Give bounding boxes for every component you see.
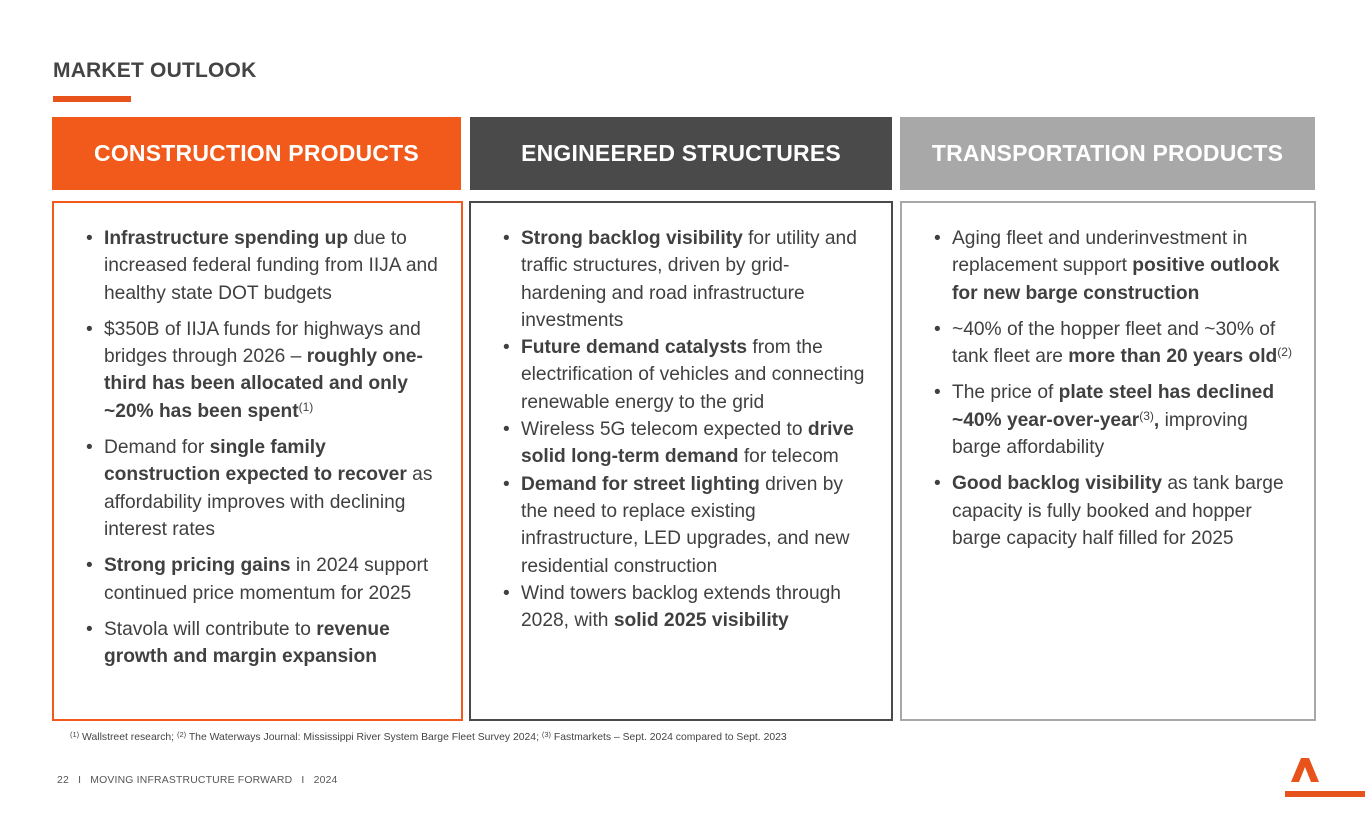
transportation-products-panel [900, 201, 1316, 721]
transportation-bullet-list [902, 203, 1314, 552]
footer-tagline: MOVING INFRASTRUCTURE FORWARD [90, 775, 293, 786]
transportation-products-header: TRANSPORTATION PRODUCTS [900, 117, 1315, 190]
footer-year: 2024 [313, 775, 338, 786]
list-item: • Infrastructure spending up due to increased federal funding from IIJA and healthy state DOT budgets [54, 225, 443, 307]
title-underline [53, 96, 131, 102]
construction-products-header: CONSTRUCTION PRODUCTS [52, 117, 461, 190]
footnote: $^{(1)}$ Wallstreet research; $^{(2)}$ The Waterways Journal: Mississippi River System Barge Fleet Survey 2024; $^{(3)}$ Fastmarkets – Sept. 2024 compared to Sept. 2023 [70, 730, 787, 743]
list-item: • Good backlog visibility as tank barge capacity is fully booked and hopper barge capacity half filled for 2025 [902, 470, 1296, 552]
construction-products-panel [52, 201, 463, 721]
list-item: • Aging fleet and underinvestment in replacement support positive outlook for new barge construction [902, 225, 1296, 307]
list-item: • Strong pricing gains in 2024 support continued price momentum for 2025 [54, 552, 443, 607]
page-footer [57, 775, 344, 786]
engineered-bullet-list [471, 203, 891, 634]
page-title: MARKET OUTLOOK [53, 59, 257, 82]
list-item: • Stavola will contribute to revenue growth and margin expansion [54, 616, 443, 671]
list-item: • Wind towers backlog extends through 2028, with solid 2025 visibility [471, 580, 873, 635]
list-item: • Demand for street lighting driven by the need to replace existing infrastructure, LED upgrades, and new residential construction [471, 471, 873, 580]
list-item: • Demand for single family construction expected to recover as affordability improves with declining interest rates [54, 434, 443, 543]
list-item: • Wireless 5G telecom expected to drive solid long-term demand for telecom [471, 416, 873, 471]
list-item: • $350B of IIJA funds for highways and bridges through 2026 – roughly one-third has been allocated and only ~20% has been spent$^{(1)}$ [54, 316, 443, 425]
list-item: • The price of plate steel has declined ~40% year-over-year$^{(3)}$, improving barge affordability [902, 379, 1296, 461]
footer-separator: I [301, 775, 305, 786]
arcosa-logo-icon [1285, 758, 1365, 800]
list-item: • Future demand catalysts from the electrification of vehicles and connecting renewable energy to the grid [471, 334, 873, 416]
list-item: • ~40% of the hopper fleet and ~30% of tank fleet are more than 20 years old$^{(2)}$ [902, 316, 1296, 371]
footer-separator: I [78, 775, 82, 786]
construction-bullet-list [54, 203, 461, 670]
page-number: 22 [57, 775, 69, 786]
engineered-structures-panel [469, 201, 893, 721]
list-item: • Strong backlog visibility for utility and traffic structures, driven by grid-hardening and road infrastructure investments [471, 225, 873, 334]
engineered-structures-header: ENGINEERED STRUCTURES [470, 117, 892, 190]
